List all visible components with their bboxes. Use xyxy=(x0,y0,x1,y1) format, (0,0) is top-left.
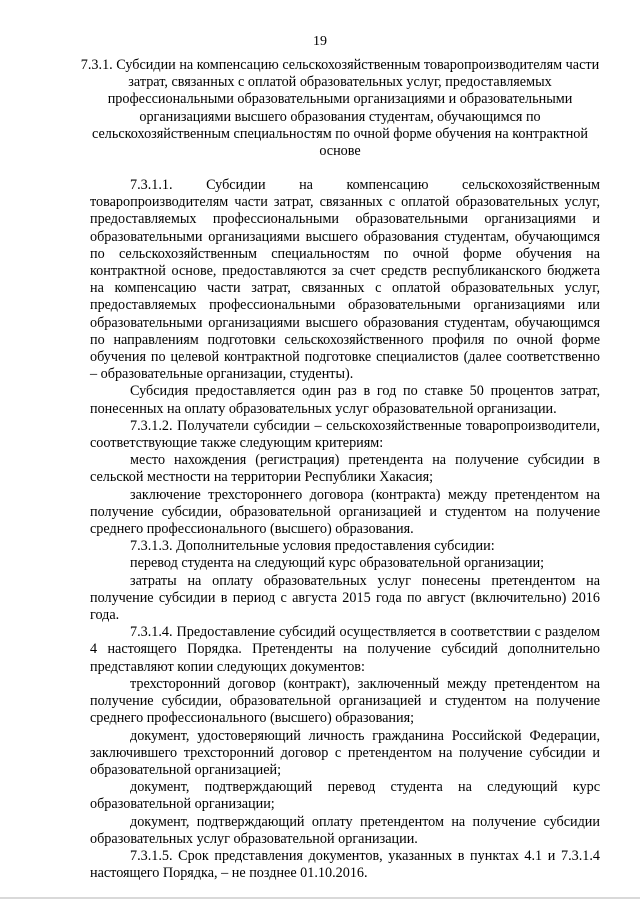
paragraph-7-3-1-1: 7.3.1.1. Субсидии на компенсацию сельскохозяйственным товаропроизводителям части затрат, связанных с оплатой образовательных услуг, предоставляемых профессиональными образовательными организациями и образовательными организациями высшего образования студентам, обучающимся по сельскохозяйственным специальностям по очной форме обучения на контрактной основе, предоставляются за счет средств республиканского бюджета на компенсацию части затрат, связанных с оплатой образовательных услуг, предоставляемых профессиональными образовательными организациями или образовательными организациями высшего образования студентам, обучающимся по направлениям подготовки сельскохозяйственного профиля по очной форме обучения по целевой контрактной подготовке специалистов (далее соответственно – образовательные организации, студенты). xyxy=(90,177,600,383)
page-number: 19 xyxy=(313,34,327,49)
paragraph-doc-payment: документ, подтверждающий оплату претендентом на получение субсидии образовательных услуг образовательной организации. xyxy=(90,813,600,847)
paragraph-condition-transfer: перевод студента на следующий курс образовательной организации; xyxy=(130,555,545,572)
paragraph-doc-identity: документ, удостоверяющий личность гражданина Российской Федерации, заключившего трехсторонний договор с претендентом на получение субсидии и образовательной организацией; xyxy=(90,727,600,778)
paragraph-condition-costs: затраты на оплату образовательных услуг понесены претендентом на получение субсидии в период с августа 2015 года по август (включительно) 2016 года. xyxy=(90,572,600,624)
document-body xyxy=(90,177,600,882)
paragraph-doc-transfer: документ, подтверждающий перевод студента на следующий курс образовательной организации; xyxy=(90,779,600,813)
paragraph-doc-contract: трехсторонний договор (контракт), заключенный между претендентом на получение субсидии, образовательной организацией и студентом на получение среднего профессионального (высшего) образования; xyxy=(90,675,600,727)
section-heading: 7.3.1. Субсидии на компенсацию сельскохозяйственным товаропроизводителям части затрат, связанных с оплатой образовательных услуг, предоставляемых профессиональными образовательными организациями и образовательными организациями высшего образования студентам, обучающимся по сельскохозяйственным специальностям по очной форме обучения на контрактной основе xyxy=(80,57,600,160)
paragraph-7-3-1-5: 7.3.1.5. Срок представления документов, указанных в пунктах 4.1 и 7.3.1.4 настоящего Порядка, – не позднее 01.10.2016. xyxy=(90,847,600,882)
paragraph-7-3-1-3: 7.3.1.3. Дополнительные условия предоставления субсидии: xyxy=(130,538,495,555)
page-bottom-divider xyxy=(0,897,640,899)
paragraph-criterion-location: место нахождения (регистрация) претендента на получение субсидии в сельской местности на территории Республики Хакасия; xyxy=(90,452,600,486)
paragraph-7-3-1-2: 7.3.1.2. Получатели субсидии – сельскохозяйственные товаропроизводители, соответствующие также следующим критериям: xyxy=(90,417,600,452)
paragraph-criterion-contract: заключение трехстороннего договора (контракта) между претендентом на получение субсидии, образовательной организацией и студентом на получение среднего профессионального (высшего) образования. xyxy=(90,486,600,538)
paragraph-7-3-1-4: 7.3.1.4. Предоставление субсидий осуществляется в соответствии с разделом 4 настоящего Порядка. Претенденты на получение субсидий дополнительно представляют копии следующих документов: xyxy=(90,624,600,675)
paragraph-subsidy-rate: Субсидия предоставляется один раз в год по ставке 50 процентов затрат, понесенных на оплату образовательных услуг образовательной организации. xyxy=(90,383,600,417)
